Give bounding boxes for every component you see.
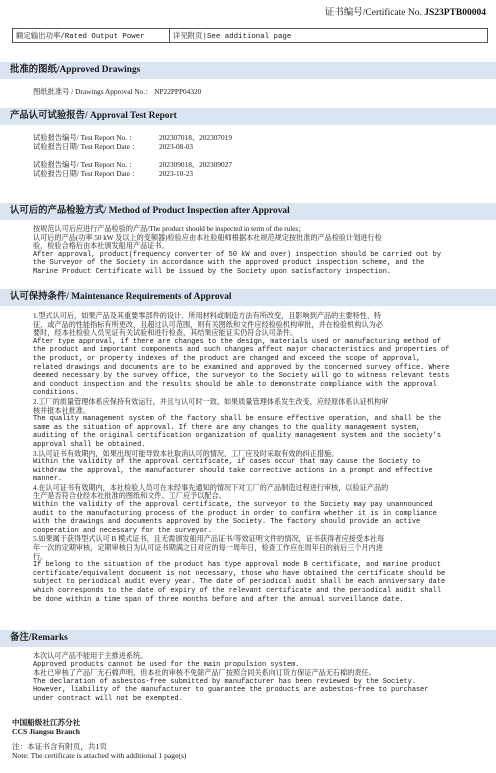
maintenance-heading: 认可保持条件/ Maintenance Requirements of Approval bbox=[0, 289, 496, 306]
test-report-no-2: 试验报告编号/ Test Report No. ： 202309018、202309027 bbox=[33, 160, 232, 169]
note-cn: 注：本证书含有附页，共1页 bbox=[12, 742, 107, 751]
test-report-date-1: 试验报告日期/ Test Report Date ： 2023-08-03 bbox=[33, 142, 194, 151]
certificate-number-label: 证书编号/Certificate No. bbox=[324, 8, 422, 18]
inspection-heading: 认可后的产品检验方式/ Method of Product Inspection after Approval bbox=[0, 203, 496, 220]
society-name-en: CCS Jiangsu Branch bbox=[12, 727, 80, 736]
approval-test-heading: 产品认可试验报告/ Approval Test Report bbox=[0, 108, 496, 125]
society-name-cn: 中国船级社江苏分社 bbox=[12, 718, 81, 727]
remarks-heading: 备注/Remarks bbox=[0, 630, 496, 647]
drawings-approval-label: 图纸批准号 / Drawings Approval No.： bbox=[33, 87, 153, 96]
rated-output-value: 详见附页|See additional page bbox=[173, 33, 292, 41]
drawings-approval-line bbox=[33, 87, 201, 97]
test-report-no-1: 试验报告编号/ Test Report No. ： 202307018、202307019 bbox=[33, 133, 232, 142]
approved-drawings-heading: 批准的图纸/Approved Drawings bbox=[0, 62, 496, 79]
test-report-date-2: 试验报告日期/ Test Report Date ： 2023-10-23 bbox=[33, 169, 194, 178]
note-en: Note: The certificate is attached with additional 1 page(s) bbox=[12, 751, 187, 760]
certificate-number-value: JS23PTB00004 bbox=[424, 8, 486, 18]
rated-output-label: 额定输出功率/Rated Output Power bbox=[13, 29, 170, 42]
maintenance-text: 1.型式认可后，如果产品及其重要零部件的设计、所用材料或制造方法有所改变，且影响到产品的主要特性、特 征，或产品的性能指标有所更改，且超过认可范围，则有关图纸和文件应经检验机构审批，并在检验机构认为必 要时，经本社检验人员见证有关试验和进行检查，其结果应能证实仍符合认可条件。 After type approval, if there are changes to the design, materials used or manufacturing method of the product and important components and such changes affect major characteristics and properties of the product, or property indexes of the product are changed and exceed the scope of approval, related drawings and documents are to be examined and approved by the concerned survey office. Where deemed necessary by the survey office, the surveyor to the Society will go to witness relevant tests and conduct inspection and the results should be able to demonstrate compliance with the approval conditions. 2.工厂的质量管理体系应保持有效运行，并且与认可时一致。如果质量管理体系发生改变，应经原体系认证机构审 核并报本社批准。 The quality management system of the factory shall be ensure effective operation, and shall be the same as the situation of approval. If there are any changes to the quality management system, auditing of the original certification organization of quality management system and the society's approval shall be obtained. 3.认可证书有效期内，如果出现可能导致本社取消认可的情况，工厂应及时采取有效的纠正措施。 Within the validity of the approval certificate, if cases occur that may cause the Society to withdraw the approval, the manufacturer should take corrective actions in a prompt and effective manner. 4.在认可证书有效期内，本社检验人员可在未经事先通知的情况下对工厂的产品制造过程进行审核，以验证产品的 生产是否符合业经本社批准的图纸和文件。工厂应予以配合。 Within the validity of the approval certificate, the surveyor to the Society may pay unannounced audit to the manufacturing process of the product in order to confirm whether it is in compliance with the drawings and documents approved by the Society. The factory should provide an active cooperation and necessary for the surveyor. 5.如果属于获得型式认可 B 模式证书，且无需颁发船用产品证书/等效证明文件的情况，证书获得者应接受本社每 年一次的定期审核，定期审核日为认可证书期满之日对应的每一周年日，检查工作应在周年日的前后三个月内进 行。 If belong to the situation of the product has type approval mode B certificate, and marine product certificate/equivalent document is not necessary, those who have obtained the certificate should be subject to periodical audit every year. The date of periodical audit shall be each anniversary date which corresponds to the date of expiry of the relevant certificate and the periodical audit shall be done within a time span of three months before and after the annual surveillance date. bbox=[33, 312, 450, 604]
remarks-text: 本次认可产品不能用于主推进系统。 Approved products cannot be used for the main propulsion system. 本社已审核了产品厂无石棉声明，但本社的审核不免除产品厂按照合同关系向订货方保证产品无石棉的责任。 The declaration of asbestos-free submitted by manufacturer has been reviewed by the Society. However, liability of the manufacturer to guarantee the products are asbestos-free to purchaser under contract will not be exempted. bbox=[33, 652, 429, 703]
certificate-number bbox=[325, 4, 486, 18]
drawings-approval-value: NP22PPP04320 bbox=[154, 87, 202, 96]
rated-output-table bbox=[12, 28, 488, 43]
inspection-text: 按规范认可后应进行产品检验的产品/The product should be inspected in term of the rules； 认可后的产品(功率 50 kW 及以上的变频器)检验应由本社验船师根据本社规范规定按批准的产品检验计划进行检 验，检验合格后由本社颁发船用产品证书。 After approval, product(frequency converter of 50 kW and over) inspection should be carried out by the Surveyor of the Society in accordance with the approved product inspection scheme, and the Marine Product Certificate will be issued by the Society upon satisfactory inspection. bbox=[33, 225, 441, 276]
